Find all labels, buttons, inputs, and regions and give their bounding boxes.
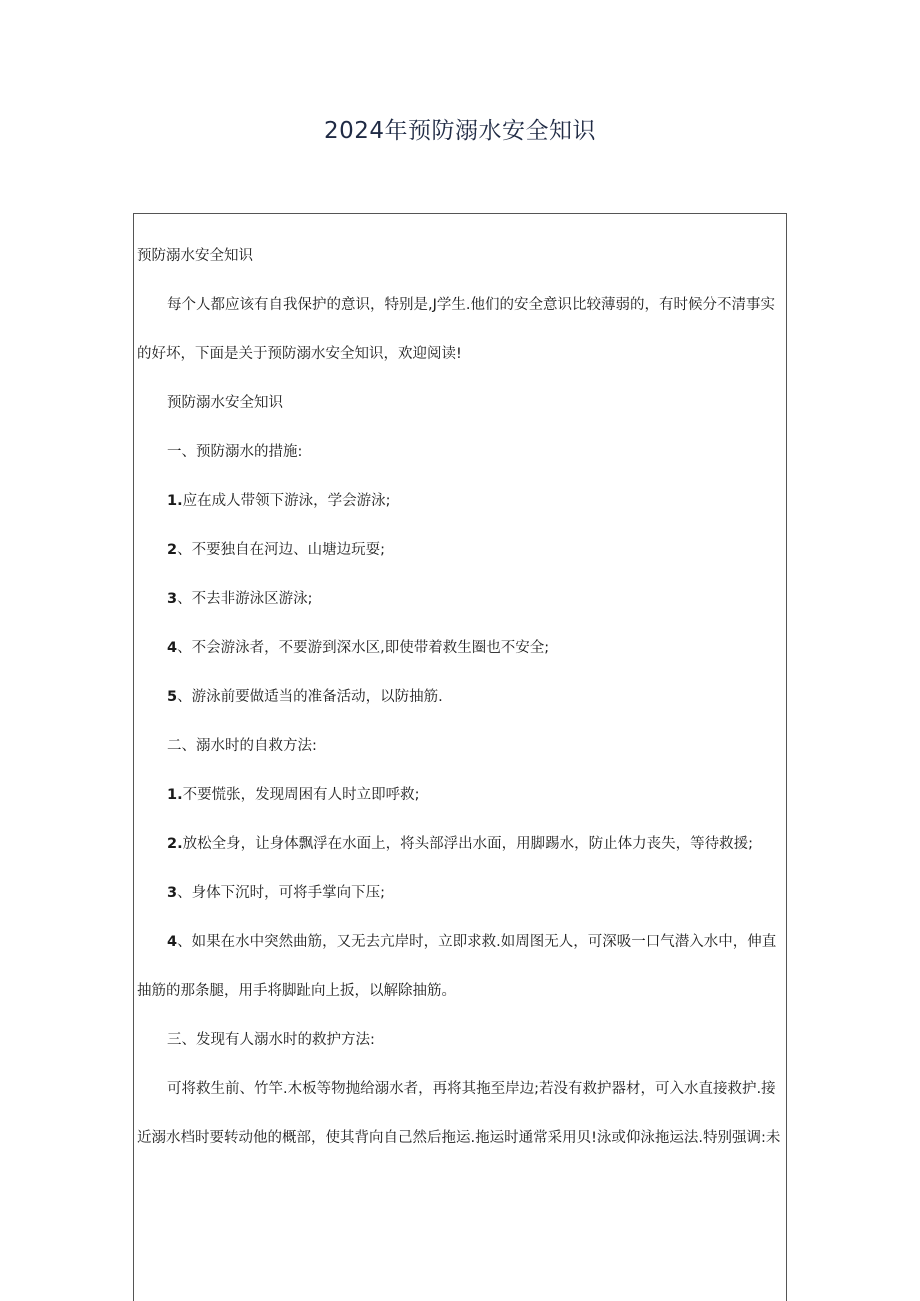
subheading: 预防溺水安全知识 <box>167 395 283 411</box>
list-item <box>137 526 785 575</box>
list-item <box>137 771 785 820</box>
list-number: 2 <box>167 542 178 558</box>
list-item <box>137 575 785 624</box>
list-item <box>137 624 785 673</box>
intro-paragraph: 每个人都应该有自我保护的意识，特别是,J学生.他们的安全意识比较薄弱的，有时候分不清事实的好坏，下面是关于预防溺水安全知识，欢迎阅读! <box>137 297 775 362</box>
list-text: 、不去非游泳区游泳; <box>177 591 313 607</box>
document-body <box>137 232 785 1163</box>
list-item <box>137 820 785 869</box>
rescue-paragraph: 可将救生前、竹竿.木板等物抛给溺水者，再将其拖至岸边;若没有救护器材，可入水直接救护.接近溺水档时要转动他的概部，使其背向自己然后拖运.拖运时通常采用贝!泳或仰泳拖运法.特别强调:未 <box>137 1081 781 1146</box>
list-item <box>137 477 785 526</box>
section-heading-rescue: 三、发现有人溺水时的救护方法: <box>167 1032 375 1048</box>
section-heading-prevention: 一、预防溺水的措施: <box>167 444 303 460</box>
list-number: 1. <box>167 493 183 509</box>
list-item <box>137 869 785 918</box>
section-heading-self-rescue: 二、溺水时的自救方法: <box>167 738 317 754</box>
list-text: 放松全身，让身体飘浮在水面上，将头部浮出水面，用脚踢水，防止体力丧失，等待救援; <box>182 836 753 852</box>
list-number: 3 <box>167 591 178 607</box>
list-text: 、如果在水中突然曲筋，又无去亢岸时，立即求救.如周图无人，可深吸一口气潜入水中，伸直抽筋的那条腿，用手将脚趾向上扳，以解除抽筋。 <box>137 934 777 999</box>
list-number: 2. <box>167 836 183 852</box>
list-item <box>137 673 785 722</box>
list-text: 、身体下沉时，可将手掌向下压; <box>177 885 385 901</box>
list-number: 4 <box>167 640 178 656</box>
list-text: 、不要独自在河边、山塘边玩耍; <box>177 542 385 558</box>
list-text: 、游泳前要做适当的准备活动，以防抽筋. <box>177 689 443 705</box>
list-item <box>137 918 785 1016</box>
list-text: 应在成人带领下游泳，学会游泳; <box>182 493 391 509</box>
document-title: 2024年预防溺水安全知识 <box>323 118 597 144</box>
list-number: 5 <box>167 689 178 705</box>
list-text: 、不会游泳者，不要游到深水区,即使带着救生圈也不安全; <box>177 640 550 656</box>
list-number: 3 <box>167 885 178 901</box>
list-text: 不要慌张，发现周困有人时立即呼救; <box>182 787 420 803</box>
section-heading: 预防溺水安全知识 <box>137 248 253 264</box>
content-frame <box>133 213 787 1301</box>
list-number: 1. <box>167 787 183 803</box>
list-number: 4 <box>167 934 178 950</box>
